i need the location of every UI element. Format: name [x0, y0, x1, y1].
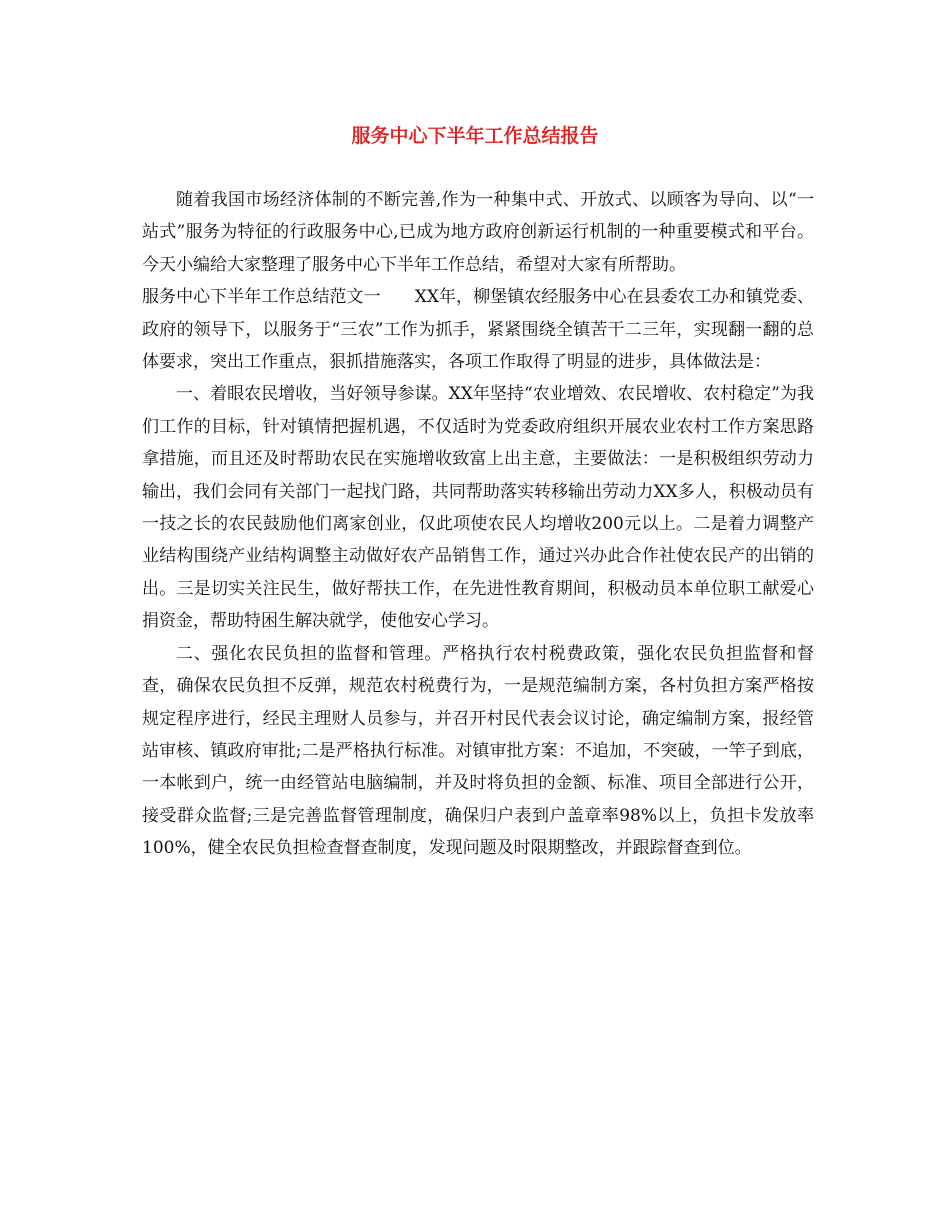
document-title: 服务中心下半年工作总结报告: [351, 125, 599, 147]
paragraph-intro: 随着我国市场经济体制的不断完善,作为一种集中式、开放式、以顾客为导向、以“一站式”服务为特征的行政服务中心,已成为地方政府创新运行机制的一种重要模式和平台。今天小编给大家整理了服务中心下半年工作总结，希望对大家有所帮助。: [142, 190, 814, 275]
paragraph-sample-one: 服务中心下半年工作总结范文一 XX年，柳堡镇农经服务中心在县委农工办和镇党委、政府的领导下，以服务于“三农”工作为抓手，紧紧围绕全镇苦干二三年，实现翻一翻的总体要求，突出工作重点，狠抓措施落实，各项工作取得了明显的进步，具体做法是：: [142, 287, 814, 373]
paragraph-section-one: 一、着眼农民增收，当好领导参谋。XX年坚持“农业增效、农民增收、农村稳定”为我们工作的目标，针对镇情把握机遇，不仅适时为党委政府组织开展农业农村工作方案思路拿措施，而且还及时帮助农民在实施增收致富上出主意，主要做法：一是积极组织劳动力输出，我们会同有关部门一起找门路，共同帮助落实转移输出劳动力XX多人，积极动员有一技之长的农民鼓励他们离家创业，仅此项使农民人均增收200元以上。二是着力调整产业结构围绕产业结构调整主动做好农产品销售工作，通过兴办此合作社使农民产的出销的出。三是切实关注民生，做好帮扶工作，在先进性教育期间，积极动员本单位职工献爱心捐资金，帮助特困生解决就学，使他安心学习。: [142, 384, 814, 632]
paragraph-section-two: 二、强化农民负担的监督和管理。严格执行农村税费政策，强化农民负担监督和督查，确保农民负担不反弹，规范农村税费行为，一是规范编制方案，各村负担方案严格按规定程序进行，经民主理财人员参与，并召开村民代表会议讨论，确定编制方案，报经管站审核、镇政府审批;二是严格执行标准。对镇审批方案：不追加，不突破，一竿子到底，一本帐到户，统一由经管站电脑编制，并及时将负担的金额、标准、项目全部进行公开，接受群众监督;三是完善监督管理制度，确保归户表到户盖章率98%以上，负担卡发放率100%，健全农民负担检查督查制度，发现问题及时限期整改，并跟踪督查到位。: [142, 643, 814, 859]
document-body: [142, 184, 814, 865]
